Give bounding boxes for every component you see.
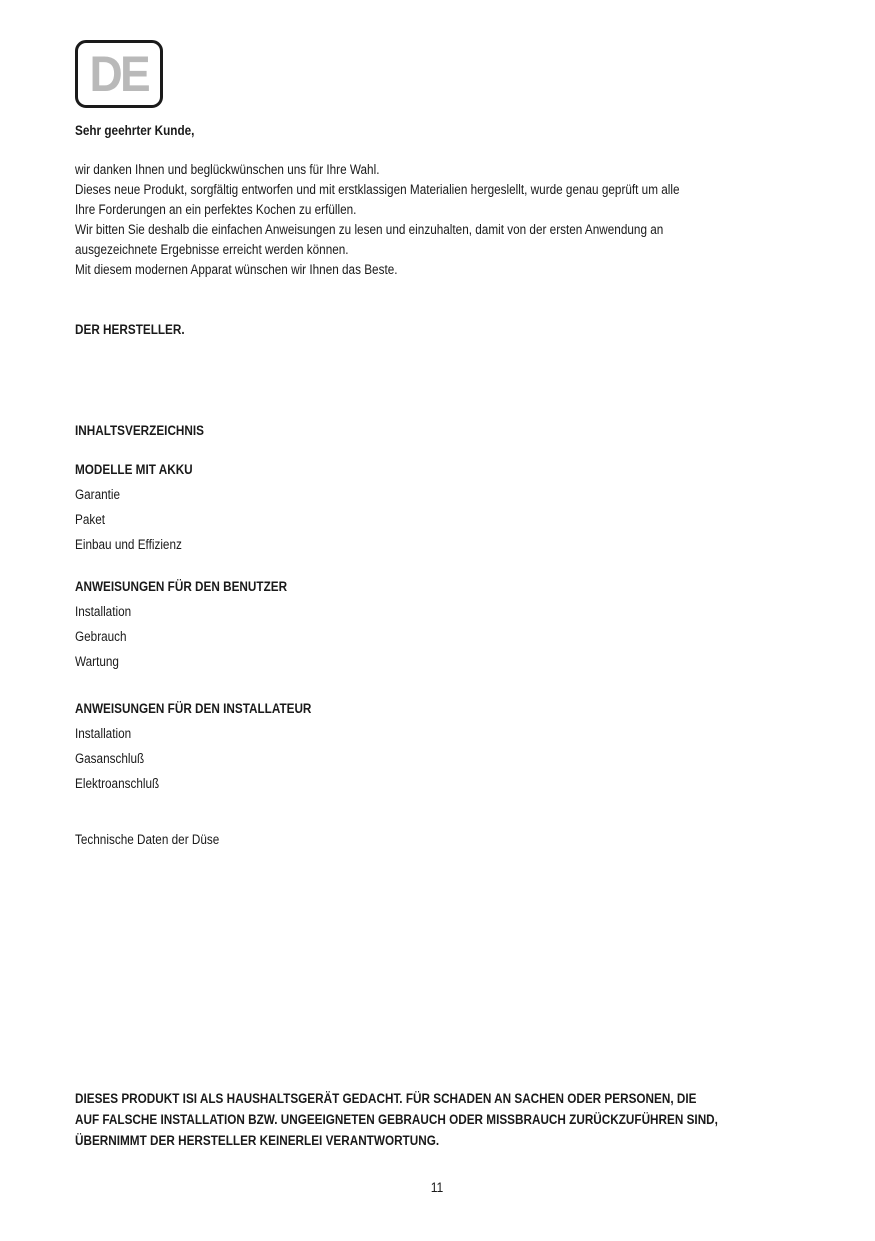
toc-item: Gasanschluß — [75, 751, 145, 766]
toc-item: Gebrauch — [75, 629, 127, 644]
toc-section — [75, 460, 815, 557]
toc-section — [75, 577, 815, 674]
toc-item: Elektroanschluß — [75, 776, 160, 791]
intro-paragraph — [75, 160, 719, 280]
toc-title: INHALTSVERZEICHNIS — [75, 423, 204, 438]
toc-item: Einbau und Effizienz — [75, 537, 182, 552]
toc-item: Wartung — [75, 654, 119, 669]
toc-section-heading: ANWEISUNGEN FÜR DEN INSTALLATEUR — [75, 701, 312, 716]
disclaimer-line: AUF FALSCHE INSTALLATION BZW. UNGEEIGNETEN GEBRAUCH ODER MISSBRAUCH ZURÜCKZUFÜHREN SIND, — [75, 1112, 718, 1127]
table-of-contents — [75, 460, 815, 796]
toc-item: Garantie — [75, 487, 121, 502]
toc-section-heading: ANWEISUNGEN FÜR DEN BENUTZER — [75, 579, 288, 594]
page-number-value: 11 — [431, 1180, 444, 1195]
language-code: DE — [89, 46, 149, 102]
toc-section-heading: MODELLE MIT AKKU — [75, 462, 193, 477]
disclaimer-line: ÜBERNIMMT DER HERSTELLER KEINERLEI VERANTWORTUNG. — [75, 1133, 440, 1148]
toc-item: Paket — [75, 512, 106, 527]
toc-item: Installation — [75, 604, 132, 619]
toc-item: Installation — [75, 726, 132, 741]
toc-item-technical-data: Technische Daten der Düse — [75, 832, 220, 847]
greeting: Sehr geehrter Kunde, — [75, 123, 195, 138]
signature: DER HERSTELLER. — [75, 322, 185, 337]
intro-line: wir danken Ihnen und beglückwünschen uns für Ihre Wahl. — [75, 162, 380, 177]
intro-line: Ihre Forderungen an ein perfektes Kochen zu erfüllen. — [75, 202, 357, 217]
page-number — [0, 1178, 875, 1198]
disclaimer-line: DIESES PRODUKT ISI ALS HAUSHALTSGERÄT GEDACHT. FÜR SCHADEN AN SACHEN ODER PERSONEN, DIE — [75, 1091, 697, 1106]
language-badge — [75, 40, 163, 108]
intro-line: Mit diesem modernen Apparat wünschen wir Ihnen das Beste. — [75, 262, 398, 277]
liability-disclaimer — [75, 1088, 719, 1151]
toc-section — [75, 699, 815, 796]
intro-line: Wir bitten Sie deshalb die einfachen Anweisungen zu lesen und einzuhalten, damit von der ersten Anwendung an — [75, 222, 664, 237]
intro-line: ausgezeichnete Ergebnisse erreicht werden können. — [75, 242, 349, 257]
intro-line: Dieses neue Produkt, sorgfältig entworfen und mit erstklassigen Materialien hergeslellt, wurde genau geprüft um alle — [75, 182, 680, 197]
